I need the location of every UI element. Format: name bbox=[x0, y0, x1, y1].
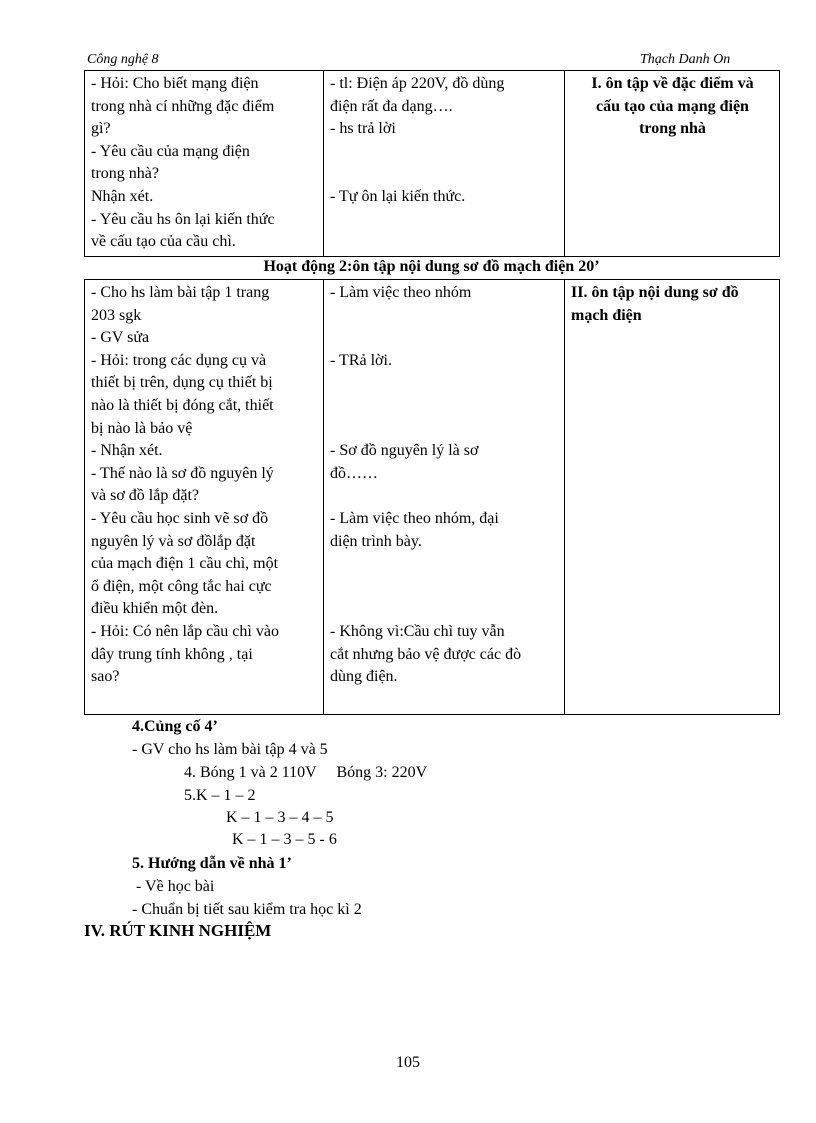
cell-line: 203 sgk bbox=[91, 306, 142, 324]
cell-line bbox=[330, 598, 559, 621]
cell-line: - Hỏi: Cho biết mạng điện bbox=[91, 75, 259, 92]
section4-title: 4.Củng cố 4’ bbox=[132, 718, 218, 735]
cell-line: mạch điện bbox=[571, 306, 642, 324]
section4-line: 4. Bóng 1 và 2 110V Bóng 3: 220V bbox=[184, 764, 428, 781]
cell-line: - Yêu cầu của mạng điện bbox=[91, 142, 250, 160]
section5-line: - Về học bài bbox=[136, 878, 215, 895]
cell-line bbox=[330, 327, 559, 350]
table-row bbox=[85, 280, 780, 715]
cell-line bbox=[330, 553, 559, 576]
cell-line: - GV sửa bbox=[91, 329, 150, 347]
cell-line: - Làm việc theo nhóm, đại bbox=[330, 509, 499, 527]
teacher-activity-cell bbox=[85, 71, 324, 257]
cell-line: - tl: Điện áp 220V, đồ dùng bbox=[330, 75, 505, 92]
cell-line bbox=[330, 372, 559, 395]
cell-line: - Hỏi: Có nên lắp cầu chì vào bbox=[91, 622, 279, 640]
cell-line bbox=[330, 305, 559, 328]
cell-line: Nhận xét. bbox=[91, 187, 154, 205]
page-number: 105 bbox=[396, 1054, 420, 1071]
cell-line: - Không vì:Cầu chì tuy vẫn bbox=[330, 622, 505, 640]
content-cell bbox=[565, 71, 780, 257]
cell-line: - Thế nào là sơ đồ nguyên lý bbox=[91, 464, 274, 482]
cell-line: trong nhà bbox=[639, 120, 706, 138]
cell-line bbox=[330, 485, 559, 508]
cell-line: điều khiển một đèn. bbox=[91, 600, 219, 618]
cell-line: dây trung tính không , tại bbox=[91, 645, 253, 663]
cell-line: diện trình bày. bbox=[330, 532, 422, 550]
cell-line bbox=[330, 395, 559, 418]
cell-line: - Yêu cầu học sinh vẽ sơ đồ bbox=[91, 509, 269, 527]
cell-line: sao? bbox=[91, 668, 120, 686]
header-subject: Công nghệ 8 bbox=[87, 52, 159, 67]
section4-line: - GV cho hs làm bài tập 4 và 5 bbox=[132, 741, 328, 758]
cell-line: cắt nhưng bảo vệ được các đò bbox=[330, 645, 522, 663]
table-row bbox=[85, 71, 780, 257]
cell-line: của mạch điện 1 cầu chì, một bbox=[91, 555, 279, 573]
section4-line: 5.K – 1 – 2 bbox=[184, 787, 256, 804]
header-author: Thạch Danh On bbox=[640, 52, 731, 67]
cell-line: - Nhận xét. bbox=[91, 442, 163, 460]
cell-line: trong nhà cí những đặc điểm bbox=[91, 97, 275, 115]
section5-title: 5. Hướng dẫn về nhà 1’ bbox=[132, 855, 292, 872]
cell-line: dùng điện. bbox=[330, 668, 398, 686]
cell-line bbox=[330, 163, 559, 186]
cell-line: thiết bị trên, dụng cụ thiết bị bbox=[91, 374, 273, 392]
cell-line: - Làm việc theo nhóm bbox=[330, 284, 472, 301]
cell-line: - Tự ôn lại kiến thức. bbox=[330, 187, 466, 205]
cell-line: - TRả lời. bbox=[330, 351, 392, 369]
cell-line: ổ điện, một công tắc hai cực bbox=[91, 577, 272, 595]
cell-line: - Hỏi: trong các dụng cụ và bbox=[91, 351, 267, 369]
activity2-table bbox=[84, 279, 780, 715]
activity2-title: Hoạt động 2:ôn tập nội dung sơ đồ mạch điện 20’ bbox=[263, 258, 600, 275]
cell-line: gì? bbox=[91, 120, 111, 138]
section4-line: K – 1 – 3 – 4 – 5 bbox=[226, 809, 334, 826]
cell-line: - Sơ đồ nguyên lý là sơ bbox=[330, 442, 479, 460]
activity1-table bbox=[84, 70, 780, 257]
cell-line: nguyên lý và sơ đồlắp đặt bbox=[91, 532, 256, 550]
section-iv-title: IV. RÚT KINH NGHIỆM bbox=[84, 921, 272, 940]
cell-line: về cấu tạo của cầu chì. bbox=[91, 233, 236, 251]
cell-line: đồ…… bbox=[330, 464, 378, 482]
cell-line bbox=[330, 141, 559, 164]
teacher-activity-cell bbox=[85, 280, 324, 715]
cell-line: và sơ đồ lắp đặt? bbox=[91, 487, 199, 505]
cell-line: - hs trả lời bbox=[330, 120, 396, 138]
student-activity-cell bbox=[324, 71, 565, 257]
cell-line bbox=[330, 418, 559, 441]
section4-line: K – 1 – 3 – 5 - 6 bbox=[232, 831, 337, 848]
section5-line: - Chuẩn bị tiết sau kiểm tra học kì 2 bbox=[132, 901, 362, 918]
content-cell bbox=[565, 280, 780, 715]
cell-line: cấu tạo của mạng điện bbox=[596, 97, 749, 115]
cell-line: điện rất đa dạng…. bbox=[330, 97, 453, 115]
student-activity-cell bbox=[324, 280, 565, 715]
cell-line: nào là thiết bị đóng cắt, thiết bbox=[91, 396, 274, 414]
cell-line bbox=[330, 576, 559, 599]
cell-line: - Yêu cầu hs ôn lại kiến thức bbox=[91, 210, 275, 228]
cell-line: I. ôn tập về đặc điểm và bbox=[591, 75, 754, 92]
cell-line: II. ôn tập nội dung sơ đồ bbox=[571, 284, 739, 301]
cell-line: bị nào là bảo vệ bbox=[91, 419, 193, 437]
cell-line: trong nhà? bbox=[91, 165, 159, 183]
cell-line: - Cho hs làm bài tập 1 trang bbox=[91, 284, 270, 301]
